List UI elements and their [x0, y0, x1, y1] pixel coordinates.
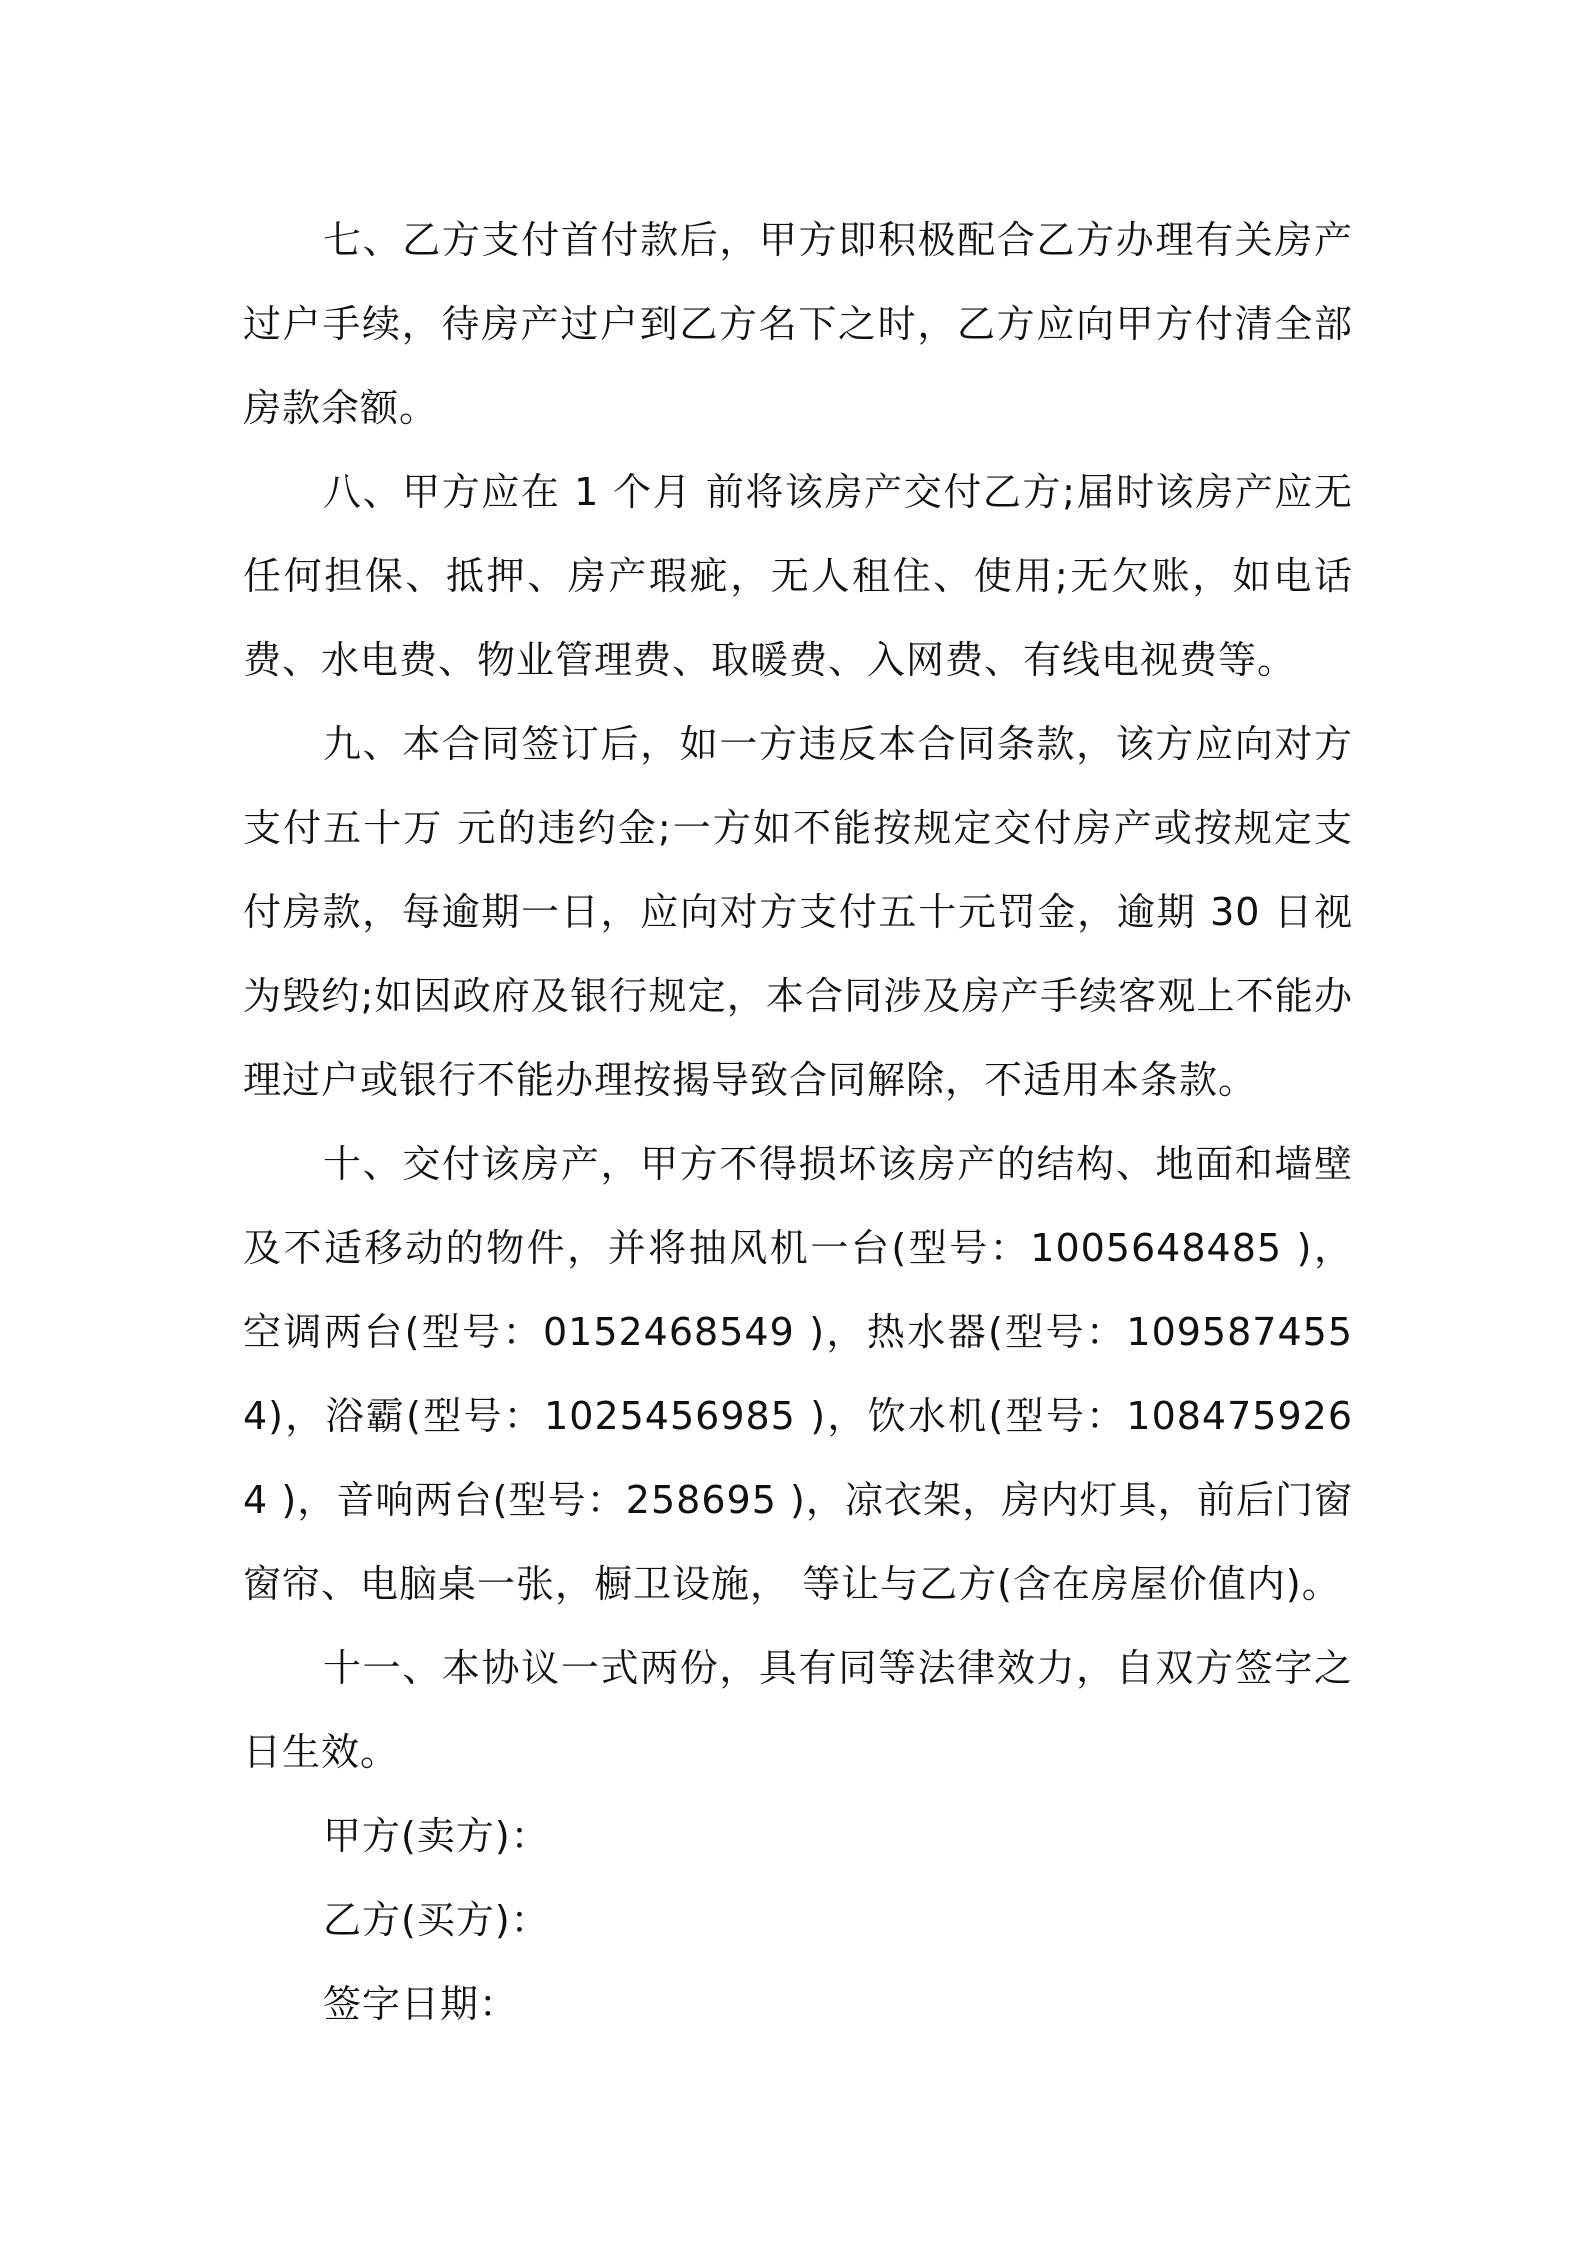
contract-body [243, 198, 1353, 2046]
clause-8: 八、甲方应在 1 个月 前将该房产交付乙方;届时该房产应无任何担保、抵押、房产瑕疵，无人租住、使用;无欠账，如电话费、水电费、物业管理费、取暖费、入网费、有线电视费等。 [243, 470, 1353, 682]
clause-10: 十、交付该房产，甲方不得损坏该房产的结构、地面和墙壁及不适移动的物件，并将抽风机一台(型号：1005648485 )，空调两台(型号：0152468549 )，热水器(型号：1095874554)，浴霸(型号：1025456985 )，饮水机(型号：1084759264 )，音响两台(型号：258695 )，凉衣架，房内灯具，前后门窗窗帘、电脑桌一张，橱卫设施， 等让与乙方(含在房屋价值内)。 [243, 1142, 1353, 1606]
clause-7: 七、乙方支付首付款后，甲方即积极配合乙方办理有关房产过户手续，待房产过户到乙方名下之时，乙方应向甲方付清全部房款余额。 [243, 218, 1353, 430]
party-a-signature-line: 甲方(卖方)： [323, 1814, 550, 1858]
party-b-signature-line: 乙方(买方)： [323, 1898, 550, 1942]
sign-date-line: 签字日期： [323, 1982, 519, 2026]
clause-9: 九、本合同签订后，如一方违反本合同条款，该方应向对方支付五十万 元的违约金;一方如不能按规定交付房产或按规定支付房款，每逾期一日，应向对方支付五十元罚金，逾期 30 日视为毁约;如因政府及银行规定，本合同涉及房产手续客观上不能办理过户或银行不能办理按揭导致合同解除，不适用本条款。 [243, 722, 1353, 1102]
signature-block [243, 1794, 1353, 2046]
clause-11: 十一、本协议一式两份，具有同等法律效力，自双方签字之日生效。 [243, 1646, 1353, 1774]
